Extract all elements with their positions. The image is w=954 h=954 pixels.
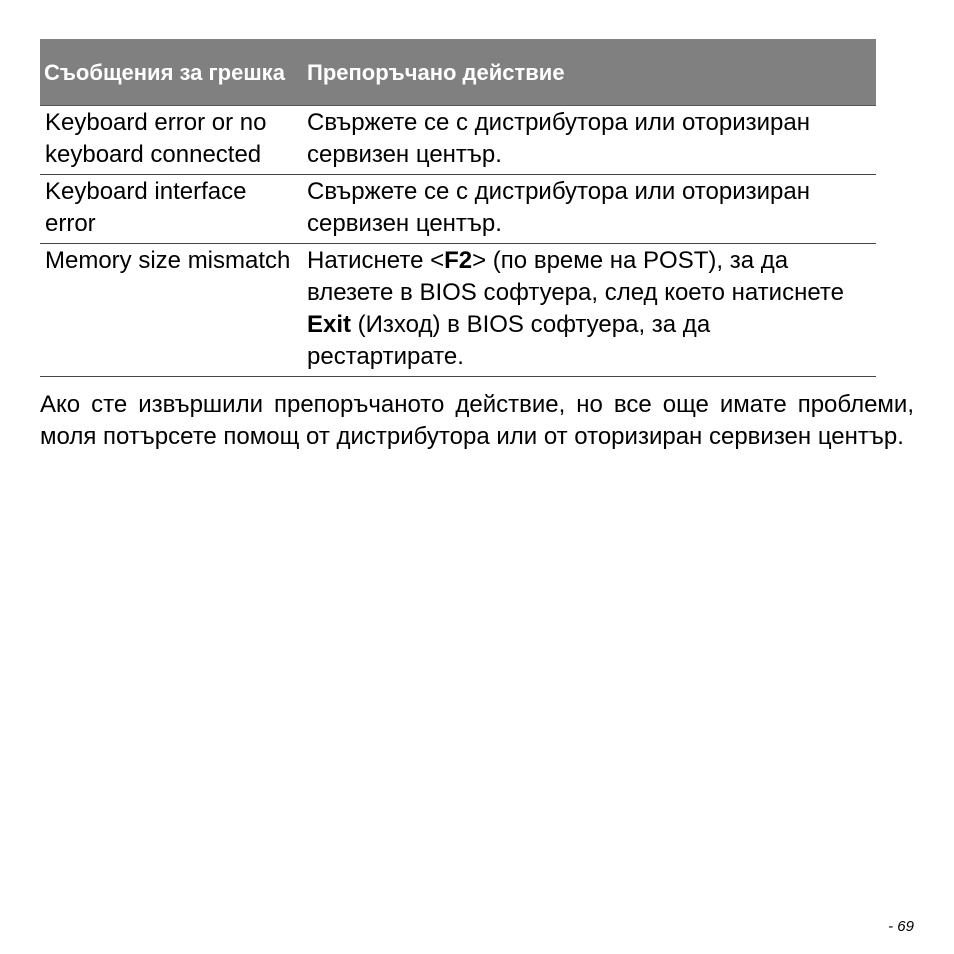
error-message-cell: Keyboard interface error	[40, 174, 303, 243]
table-row	[40, 174, 876, 243]
exit-label: Exit	[307, 310, 352, 338]
action-text: > (по време на POST), за да влезете в BIOS софтуера, след което натиснете	[307, 246, 844, 306]
column-header-action: Препоръчано действие	[303, 39, 876, 105]
table-header-row	[40, 39, 876, 105]
recommended-action-cell	[303, 243, 876, 376]
recommended-action-cell: Свържете се с дистрибутора или оторизиран сервизен център.	[303, 174, 876, 243]
error-message-cell: Memory size mismatch	[40, 243, 303, 376]
column-header-message: Съобщения за грешка	[40, 39, 303, 105]
recommended-action-cell: Свържете се с дистрибутора или оторизиран сервизен център.	[303, 105, 876, 174]
f2-key-label: F2	[444, 246, 473, 274]
table-row	[40, 243, 876, 376]
error-messages-table	[40, 39, 876, 377]
error-message-cell: Keyboard error or no keyboard connected	[40, 105, 303, 174]
action-text: (Изход) в BIOS софтуера, за да рестартирате.	[307, 310, 711, 370]
action-text: Натиснете <	[307, 246, 445, 274]
table-row	[40, 105, 876, 174]
help-paragraph: Ако сте извършили препоръчаното действие, но все още имате проблеми, моля потърсете помощ от дистрибутора или от оторизиран сервизен център.	[40, 391, 914, 450]
page-number: - 69	[888, 918, 914, 935]
